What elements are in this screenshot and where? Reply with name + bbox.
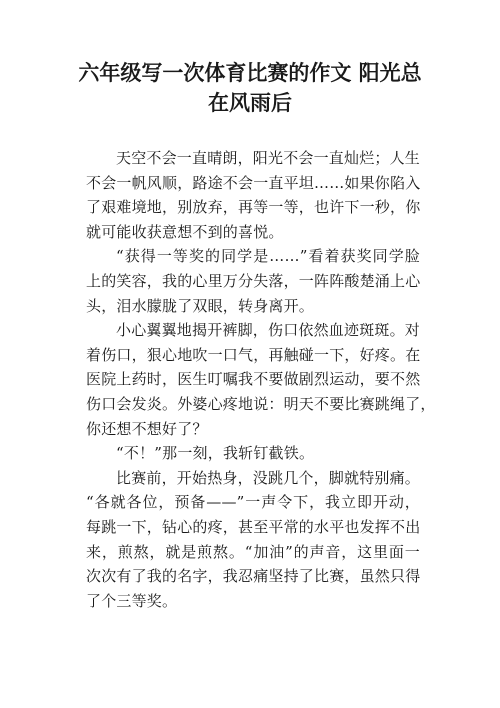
title-line: 在风雨后 [208, 91, 292, 115]
text-line: 医院上药时，医生叮嘱我不要做剧烈运动，要不然 [86, 370, 421, 389]
text-line: “不！”那一刻，我斩钉截铁。 [116, 444, 315, 463]
text-line: 你还想不想好了？ [86, 419, 208, 438]
text-line: 头，泪水朦胧了双眼，转身离开。 [86, 296, 315, 315]
text-line: 伤口会发炎。外婆心疼地说：明天不要比赛跳绳了， [86, 394, 436, 413]
text-line: 着伤口，狠心地吹一口气，再触碰一下，好疼。在 [86, 345, 421, 364]
paragraph [86, 318, 436, 441]
text-line: 每跳一下，钻心的疼，甚至平常的水平也发挥不出 [86, 517, 421, 536]
text-line: 了个三等奖。 [86, 591, 178, 610]
article-body [86, 146, 436, 613]
article-title [60, 58, 440, 118]
text-line: 上的笑容，我的心里万分失落，一阵阵酸楚涌上心 [86, 271, 421, 290]
text-line: 了艰难境地，别放弃，再等一等，也许下一秒，你 [86, 198, 421, 217]
text-line: 次次有了我的名字，我忍痛坚持了比赛，虽然只得 [86, 567, 421, 586]
paragraph [86, 466, 420, 614]
paragraph [86, 441, 420, 466]
text-line: 来，煎熬，就是煎熬。“加油”的声音，这里面一 [86, 542, 420, 561]
text-line: 天空不会一直晴朗，阳光不会一直灿烂；人生 [116, 149, 421, 167]
text-line: “各就各位，预备——”一声令下，我立即开动， [86, 493, 420, 512]
text-line: 就可能收获意想不到的喜悦。 [86, 222, 284, 241]
paragraph [86, 244, 420, 318]
paragraph [86, 146, 420, 244]
text-line: 不会一帆风顺，路途不会一直平坦……如果你陷入 [86, 173, 421, 192]
title-line: 六年级写一次体育比赛的作文 阳光总 [78, 61, 422, 85]
text-line: 比赛前，开始热身，没跳几个，脚就特别痛。 [116, 468, 421, 487]
text-line: 小心翼翼地揭开裤脚，伤口依然血迹斑斑。对 [116, 321, 421, 340]
text-line: “获得一等奖的同学是……”看着获奖同学脸 [116, 247, 420, 266]
